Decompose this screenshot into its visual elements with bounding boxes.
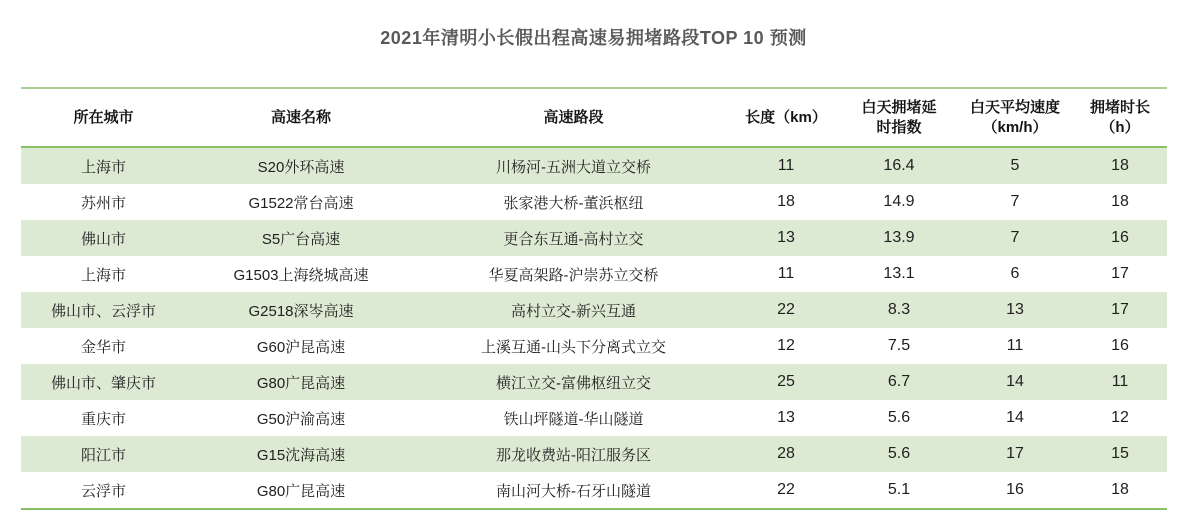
cell-city: 金华市 (80, 338, 126, 356)
cell-length-km: 22 (777, 301, 795, 318)
header-duration (1073, 98, 1167, 137)
cell-length-km: 28 (777, 445, 795, 462)
cell-avg-speed: 16 (1006, 481, 1024, 498)
cell-avg-speed: 14 (1006, 373, 1024, 390)
table-row (21, 148, 1167, 184)
cell-highway: G1522常台高速 (248, 194, 354, 212)
table-row (21, 220, 1167, 256)
cell-length-km: 12 (777, 337, 795, 354)
table-row (21, 364, 1167, 400)
header-duration-line1: 拥堵时长 (1089, 99, 1150, 116)
header-delay-index-line1: 白天拥堵延 (861, 99, 937, 116)
cell-duration-h: 17 (1111, 265, 1129, 282)
header-avg-speed-line1: 白天平均速度 (969, 99, 1060, 116)
cell-avg-speed: 5 (1010, 157, 1020, 174)
cell-highway: G2518深岑高速 (248, 302, 354, 320)
cell-section: 南山河大桥-石牙山隧道 (496, 482, 651, 500)
cell-city: 苏州市 (80, 194, 126, 212)
header-delay-index-line2: 时指数 (876, 118, 922, 136)
cell-delay-index: 5.6 (887, 445, 911, 462)
cell-city: 重庆市 (80, 410, 126, 428)
table-row (21, 328, 1167, 364)
cell-highway: S5广台高速 (261, 230, 341, 248)
cell-city: 上海市 (80, 158, 126, 176)
cell-city: 佛山市 (80, 230, 126, 248)
table-row (21, 400, 1167, 436)
cell-avg-speed: 7 (1010, 193, 1020, 210)
cell-duration-h: 15 (1111, 445, 1129, 462)
cell-duration-h: 17 (1111, 301, 1129, 318)
cell-duration-h: 11 (1111, 373, 1129, 390)
cell-delay-index: 13.9 (883, 229, 915, 246)
cell-length-km: 13 (777, 409, 795, 426)
header-avg-speed (957, 98, 1073, 137)
congestion-table (21, 87, 1167, 510)
table-header-row (21, 87, 1167, 148)
cell-avg-speed: 6 (1010, 265, 1020, 282)
header-avg-speed-line2: （km/h） (982, 118, 1048, 136)
cell-city: 上海市 (80, 266, 126, 284)
cell-avg-speed: 11 (1006, 337, 1024, 354)
cell-highway: G15沈海高速 (256, 446, 346, 464)
cell-delay-index: 6.7 (887, 373, 911, 390)
cell-section: 那龙收费站-阳江服务区 (496, 446, 651, 464)
cell-city: 佛山市、肇庆市 (50, 374, 156, 392)
header-length (731, 108, 841, 128)
header-city-line1: 所在城市 (73, 108, 134, 126)
cell-highway: G1503上海绕城高速 (233, 266, 369, 284)
cell-section: 横江立交-富佛枢纽立交 (496, 374, 651, 392)
cell-avg-speed: 14 (1006, 409, 1024, 426)
table-row (21, 292, 1167, 328)
header-section-line1: 高速路段 (543, 108, 604, 126)
cell-duration-h: 18 (1111, 193, 1129, 210)
cell-delay-index: 14.9 (883, 193, 915, 210)
cell-avg-speed: 13 (1006, 301, 1024, 318)
header-delay-index (841, 98, 957, 137)
cell-city: 阳江市 (80, 446, 126, 464)
cell-highway: G60沪昆高速 (256, 338, 346, 356)
cell-delay-index: 5.6 (887, 409, 911, 426)
cell-length-km: 18 (777, 193, 795, 210)
cell-delay-index: 5.1 (887, 481, 911, 498)
page-title: 2021年清明小长假出程高速易拥堵路段TOP 10 预测 (380, 28, 807, 48)
cell-city: 佛山市、云浮市 (50, 302, 156, 320)
cell-section: 铁山坪隧道-华山隧道 (503, 410, 644, 428)
cell-duration-h: 18 (1111, 481, 1129, 498)
header-highway (186, 108, 416, 128)
cell-highway: S20外环高速 (257, 158, 345, 176)
header-duration-line2: （h） (1100, 118, 1140, 136)
cell-city: 云浮市 (80, 482, 126, 500)
cell-duration-h: 16 (1111, 337, 1129, 354)
table-row (21, 256, 1167, 292)
cell-length-km: 11 (777, 265, 795, 282)
cell-duration-h: 18 (1111, 157, 1129, 174)
cell-section: 上溪互通-山头下分离式立交 (481, 338, 666, 356)
table-row (21, 472, 1167, 508)
cell-length-km: 25 (777, 373, 795, 390)
cell-avg-speed: 17 (1006, 445, 1024, 462)
cell-delay-index: 16.4 (883, 157, 915, 174)
cell-length-km: 22 (777, 481, 795, 498)
cell-delay-index: 8.3 (887, 301, 911, 318)
header-section (416, 108, 731, 128)
cell-delay-index: 7.5 (887, 337, 911, 354)
table-row (21, 436, 1167, 472)
table-row (21, 184, 1167, 220)
table-body (21, 148, 1167, 510)
header-length-line1: 长度（km） (745, 108, 827, 126)
cell-duration-h: 12 (1111, 409, 1129, 426)
header-highway-line1: 高速名称 (270, 108, 331, 126)
cell-highway: G50沪渝高速 (256, 410, 346, 428)
cell-delay-index: 13.1 (883, 265, 915, 282)
cell-duration-h: 16 (1111, 229, 1129, 246)
cell-highway: G80广昆高速 (256, 374, 346, 392)
cell-length-km: 13 (777, 229, 795, 246)
header-city (21, 108, 186, 128)
cell-section: 川杨河-五洲大道立交桥 (496, 158, 651, 176)
cell-section: 高村立交-新兴互通 (511, 302, 636, 320)
cell-avg-speed: 7 (1010, 229, 1020, 246)
cell-section: 张家港大桥-董浜枢纽 (503, 194, 644, 212)
cell-section: 更合东互通-高村立交 (503, 230, 644, 248)
cell-highway: G80广昆高速 (256, 482, 346, 500)
cell-length-km: 11 (777, 157, 795, 174)
cell-section: 华夏高架路-沪崇苏立交桥 (488, 266, 659, 284)
